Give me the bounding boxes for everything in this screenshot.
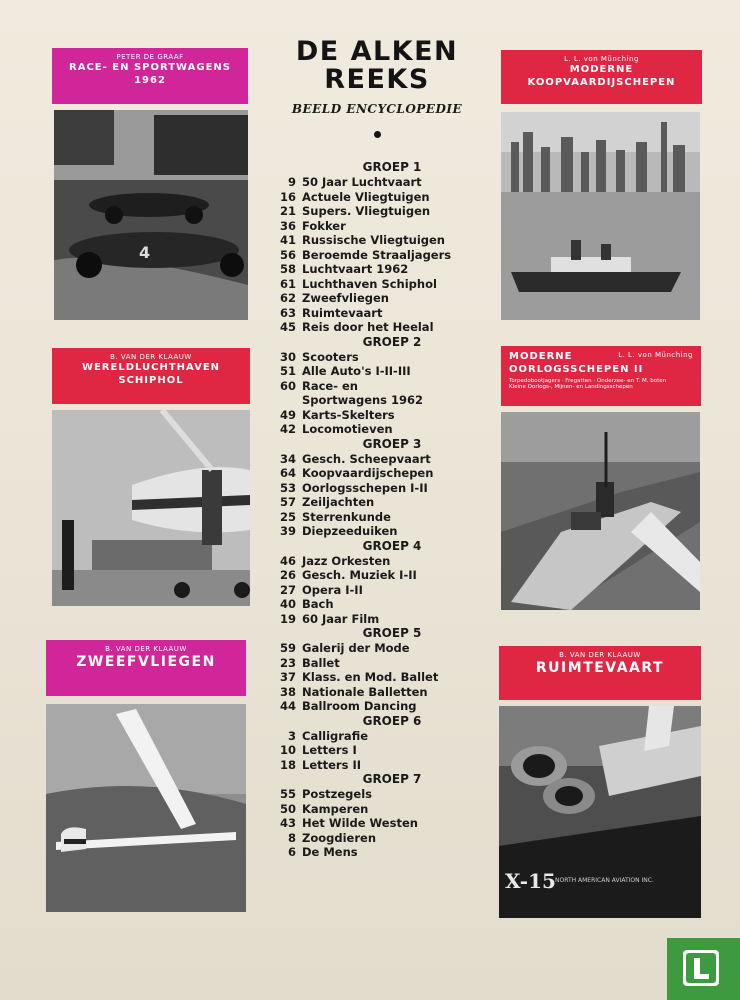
book-card-schiphol[interactable] — [52, 348, 250, 606]
volume-number — [268, 393, 302, 408]
volume-number: 46 — [279, 553, 296, 568]
book-label — [501, 50, 702, 104]
volume-number: 9 — [287, 175, 296, 189]
group — [268, 626, 498, 714]
volume-title: Zweefvliegen — [302, 291, 389, 305]
list-item — [268, 641, 498, 656]
volume-title: Koopvaardijschepen — [302, 466, 434, 480]
volume-number: 23 — [279, 655, 296, 670]
book-label — [499, 646, 701, 700]
harbor-ship-photo — [501, 112, 700, 320]
volume-title: Kamperen — [302, 801, 369, 816]
volume-title: Actuele Vliegtuigen — [302, 189, 430, 204]
list-item — [268, 393, 498, 408]
volume-title: Ruimtevaart — [302, 305, 383, 320]
book-author: L. L. von Münching — [564, 55, 639, 63]
book-author: B. VAN DER KLAAUW — [110, 353, 192, 361]
volume-number: 10 — [279, 743, 296, 757]
volume-title: Locomotieven — [302, 422, 393, 436]
list-item — [268, 554, 498, 569]
series-title-line2: REEKS — [324, 64, 430, 95]
svg-text:4: 4 — [139, 243, 151, 262]
corner-tab — [667, 938, 740, 1000]
volume-title: Sportwagens 1962 — [302, 393, 424, 407]
volume-title: Klass. en Mod. Ballet — [302, 670, 439, 684]
list-item — [268, 175, 498, 190]
volume-title: Het Wilde Westen — [302, 816, 418, 830]
list-item — [268, 364, 498, 379]
volume-number: 42 — [279, 422, 296, 436]
volume-title: Jazz Orkesten — [302, 553, 391, 568]
group-title: GROEP 3 — [362, 436, 422, 451]
list-item — [268, 422, 498, 437]
group — [268, 772, 498, 860]
volume-title: Nationale Balletten — [302, 684, 428, 699]
group-title: GROEP 2 — [362, 334, 422, 349]
volume-number: 59 — [279, 641, 296, 655]
volume-title: Oorlogsschepen I-II — [302, 480, 428, 495]
group — [268, 437, 498, 539]
volume-number: 8 — [287, 830, 296, 845]
volume-title: Galerij der Mode — [302, 641, 410, 655]
book-label — [52, 48, 248, 104]
volume-number: 45 — [279, 320, 296, 334]
list-item — [268, 816, 498, 831]
volume-number: 26 — [279, 568, 296, 582]
volume-number: 21 — [279, 204, 296, 218]
x15-text: X-15 — [505, 869, 556, 893]
volume-number: 44 — [279, 699, 296, 713]
volume-number: 34 — [279, 451, 296, 466]
volume-title: Letters I — [302, 743, 357, 757]
volume-title: Race- en — [302, 378, 358, 393]
volume-number: 19 — [279, 611, 296, 626]
book-card-race-sportwagens[interactable] — [52, 48, 248, 320]
list-item — [268, 743, 498, 758]
book-detail: Torpedobootjagers · Fregatten · Onderzee- en T. M. boten — [509, 378, 667, 384]
volume-number: 30 — [279, 349, 296, 364]
volume-number: 39 — [279, 524, 296, 538]
list-item — [268, 597, 498, 612]
list-item — [268, 306, 498, 321]
volume-number: 25 — [279, 509, 296, 524]
book-title: MODERNE — [509, 351, 573, 362]
book-title-line2: KOOPVAARDIJSCHEPEN — [527, 77, 676, 88]
volume-title: Zoogdieren — [302, 830, 377, 845]
book-title: RUIMTEVAART — [535, 660, 665, 676]
list-item — [268, 190, 498, 205]
volume-number: 53 — [279, 480, 296, 495]
list-item — [268, 802, 498, 817]
x15-caption: NORTH AMERICAN AVIATION INC. — [555, 877, 654, 884]
volume-title: Diepzeeduiken — [302, 524, 398, 538]
book-title: MODERNE — [569, 64, 634, 75]
volume-title: Luchthaven Schiphol — [302, 276, 437, 291]
book-title: ZWEEFVLIEGEN — [76, 654, 216, 670]
volume-number: 27 — [279, 582, 296, 597]
volume-title: Gesch. Muziek I-II — [302, 568, 417, 582]
list-item — [268, 233, 498, 248]
volume-number: 55 — [279, 787, 296, 801]
group-title: GROEP 5 — [362, 626, 422, 640]
volume-title: Gesch. Scheepvaart — [302, 451, 431, 466]
lastdodo-logo-icon — [683, 950, 719, 986]
list-item — [268, 831, 498, 846]
volume-number: 43 — [279, 816, 296, 830]
book-author: B. VAN DER KLAAUW — [105, 645, 187, 653]
book-author: PETER DE GRAAF — [116, 53, 184, 61]
list-item — [268, 568, 498, 583]
book-card-ruimtevaart[interactable] — [499, 646, 701, 918]
volume-title: Letters II — [302, 757, 361, 772]
volume-title: Karts-Skelters — [302, 407, 395, 422]
volume-title: Supers. Vliegtuigen — [302, 204, 431, 218]
list-item — [268, 612, 498, 627]
volume-title: Postzegels — [302, 787, 372, 801]
list-item — [268, 291, 498, 306]
book-detail-line2: Kleine Oorlogs-, Mijnen- en Landingsschepen — [509, 384, 633, 390]
glider-photo — [46, 704, 246, 912]
volume-title: 50 Jaar Luchtvaart — [302, 175, 422, 189]
series-subtitle: BEELD ENCYCLOPEDIE — [291, 102, 463, 116]
list-item — [268, 408, 498, 423]
volume-title: 60 Jaar Film — [302, 611, 380, 626]
list-item — [268, 510, 498, 525]
volume-title: Scooters — [302, 349, 359, 364]
list-item — [268, 262, 498, 277]
list-item — [268, 452, 498, 467]
list-item — [268, 670, 498, 685]
volume-title: Calligrafie — [302, 728, 369, 743]
list-item — [268, 758, 498, 773]
bullet-dot — [374, 131, 381, 138]
list-item — [268, 729, 498, 744]
list-item — [268, 204, 498, 219]
list-item — [268, 787, 498, 802]
volume-title: Reis door het Heelal — [302, 320, 434, 334]
book-label — [52, 348, 250, 404]
list-item — [268, 583, 498, 598]
volume-number: 50 — [279, 801, 296, 816]
group-title: GROEP 6 — [362, 713, 422, 728]
list-item — [268, 277, 498, 292]
airport-plane-photo — [52, 410, 250, 606]
volume-number: 60 — [279, 378, 296, 393]
x15-rocket-plane-photo — [499, 706, 701, 918]
volume-number: 49 — [279, 407, 296, 422]
list-item — [268, 495, 498, 510]
volume-number: 51 — [279, 364, 296, 378]
volume-number: 38 — [279, 684, 296, 699]
list-item — [268, 248, 498, 263]
volume-number: 64 — [279, 466, 296, 480]
book-author: B. VAN DER KLAAUW — [559, 651, 641, 659]
book-title-line2: OORLOGSSCHEPEN II — [509, 364, 644, 375]
list-item — [268, 656, 498, 671]
list-item — [268, 466, 498, 481]
volume-number: 61 — [279, 276, 296, 291]
volume-title: Opera I-II — [302, 582, 363, 597]
book-title-line2: 1962 — [134, 75, 166, 86]
book-title: WERELDLUCHTHAVEN — [81, 362, 221, 373]
group — [268, 160, 498, 335]
volume-title: Alle Auto's I-II-III — [302, 364, 411, 378]
group-title: GROEP 1 — [362, 160, 422, 174]
volume-title: Luchtvaart 1962 — [302, 262, 409, 276]
list-item — [268, 524, 498, 539]
volume-title: Beroemde Straaljagers — [302, 247, 452, 262]
race-cars-photo — [54, 110, 248, 320]
volume-title: Fokker — [302, 218, 346, 233]
volume-number: 16 — [279, 189, 296, 204]
volume-title: Russische Vliegtuigen — [302, 233, 445, 247]
book-author: L. L. von Münching — [618, 351, 693, 359]
volume-title: Sterrenkunde — [302, 509, 391, 524]
volume-number: 63 — [279, 305, 296, 320]
volume-number: 18 — [279, 757, 296, 772]
volume-number: 6 — [287, 845, 296, 859]
series-title: DE ALKEN — [295, 36, 459, 67]
volume-number: 62 — [279, 291, 296, 305]
volume-number: 41 — [279, 233, 296, 247]
volume-title: Bach — [302, 597, 334, 611]
group-title: GROEP 7 — [362, 772, 422, 786]
volume-number: 3 — [287, 728, 296, 743]
book-card-zweefvliegen[interactable] — [46, 640, 246, 912]
volume-number: 57 — [279, 495, 296, 509]
book-card-koopvaardijschepen[interactable] — [501, 50, 702, 320]
title-list — [268, 160, 498, 860]
list-item — [268, 481, 498, 496]
group-title: GROEP 4 — [362, 538, 422, 553]
list-item — [268, 350, 498, 365]
volume-number: 37 — [279, 670, 296, 684]
list-item — [268, 320, 498, 335]
group — [268, 714, 498, 773]
volume-title: Zeiljachten — [302, 495, 375, 509]
list-item — [268, 685, 498, 700]
volume-number: 56 — [279, 247, 296, 262]
series-header — [272, 38, 482, 138]
volume-number: 36 — [279, 218, 296, 233]
group — [268, 335, 498, 437]
group — [268, 539, 498, 627]
list-item — [268, 845, 498, 860]
list-item — [268, 699, 498, 714]
list-item — [268, 219, 498, 234]
book-label — [46, 640, 246, 696]
book-title-line2: SCHIPHOL — [118, 375, 184, 386]
volume-title: De Mens — [302, 845, 358, 859]
volume-title: Ballet — [302, 655, 340, 670]
list-item — [268, 379, 498, 394]
volume-title: Ballroom Dancing — [302, 699, 417, 713]
book-title: RACE- EN SPORTWAGENS — [69, 62, 231, 73]
book-label — [501, 346, 701, 406]
warship-photo — [501, 412, 700, 610]
book-card-oorlogsschepen[interactable] — [501, 346, 701, 612]
volume-number: 58 — [279, 262, 296, 276]
volume-number: 40 — [279, 597, 296, 611]
